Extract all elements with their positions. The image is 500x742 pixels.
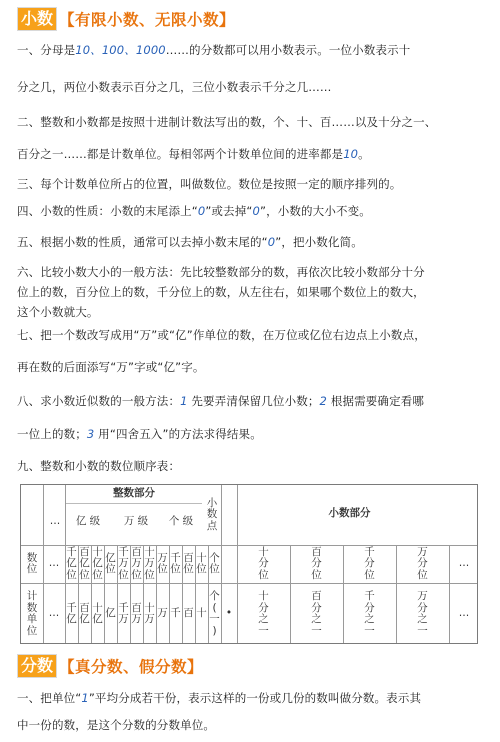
paragraph-4 bbox=[17, 203, 488, 219]
place-10 bbox=[195, 545, 208, 583]
p1-highlight: 10、100、1000 bbox=[75, 43, 166, 57]
unit-5-char: 万 bbox=[131, 613, 142, 625]
place-11 bbox=[208, 545, 221, 583]
unit-1-char: 百 bbox=[79, 601, 90, 614]
place-4-char: 千 bbox=[118, 545, 129, 558]
dec-place-1-char: 百 bbox=[311, 545, 322, 558]
dec-place-0-char: 十 bbox=[258, 545, 269, 558]
place-0 bbox=[65, 545, 78, 583]
row-label-unit bbox=[21, 583, 43, 645]
p2-highlight: 10 bbox=[343, 147, 359, 161]
table-vline bbox=[449, 545, 450, 643]
place-3-char: 位 bbox=[105, 563, 116, 575]
dec-unit-2-char: 一 bbox=[364, 624, 375, 637]
section-tag: 分数 bbox=[17, 654, 57, 678]
table-vline bbox=[156, 545, 157, 643]
unit-5 bbox=[130, 583, 143, 645]
table-vline bbox=[182, 545, 183, 643]
p10-suffix: ”平均分成若干份，表示这样的一份或几份的数叫做分数。表示其 bbox=[88, 691, 422, 705]
dec-unit-0-char: 分 bbox=[258, 601, 269, 614]
place-3 bbox=[104, 545, 117, 583]
place-11-char: 个 bbox=[209, 551, 220, 564]
dec-place-1-char: 位 bbox=[311, 568, 322, 581]
place-6-char: 十 bbox=[144, 545, 155, 558]
p8-num-2: 2 bbox=[319, 394, 328, 408]
dec-place-2-char: 位 bbox=[364, 568, 375, 581]
unit-9 bbox=[182, 583, 195, 645]
place-10-char: 位 bbox=[196, 563, 207, 575]
dec-unit-2-char: 分 bbox=[364, 601, 375, 614]
table-vline bbox=[221, 485, 222, 643]
unit-3-char: 亿 bbox=[105, 607, 116, 620]
p5-prefix: 五、根据小数的性质，通常可以去掉小数末尾的“ bbox=[17, 235, 268, 249]
dec-unit-ellipsis-char: … bbox=[458, 607, 470, 620]
p8-prefix: 八、求小数近似数的一般方法： bbox=[17, 394, 181, 408]
dec-unit-3-char: 分 bbox=[417, 601, 428, 614]
p2-line2-suffix: 。 bbox=[358, 147, 370, 161]
table-vline bbox=[396, 545, 397, 643]
dec-place-0-char: 分 bbox=[258, 557, 269, 570]
unit-1-char: 亿 bbox=[79, 613, 90, 625]
unit-5-char: 百 bbox=[131, 601, 142, 614]
decimal-point-label bbox=[203, 487, 221, 543]
dec-unit-0-char: 之 bbox=[258, 613, 269, 625]
paragraph-9: 九、整数和小数的数位顺序表： bbox=[17, 459, 181, 473]
paragraph-2-line2 bbox=[17, 146, 488, 162]
table-vline bbox=[143, 545, 144, 643]
unit-8 bbox=[169, 583, 182, 645]
unit-10 bbox=[195, 583, 208, 645]
unit-0 bbox=[65, 583, 78, 645]
dec-unit-3-char: 万 bbox=[417, 590, 428, 602]
paragraph-1 bbox=[17, 42, 488, 58]
place-10-char: 十 bbox=[196, 551, 207, 564]
table-vline bbox=[104, 545, 105, 643]
p4-suffix: ”，小数的大小不变。 bbox=[259, 204, 371, 218]
section-heading-fractions bbox=[17, 655, 203, 677]
paragraph-1-line2: 分之几，两位小数表示百分之几，三位小数表示千分之几…… bbox=[17, 80, 332, 94]
decimal-point-char: 点 bbox=[206, 519, 218, 532]
table-vline bbox=[130, 545, 131, 643]
place-ellipsis bbox=[43, 545, 65, 583]
place-5-char: 万 bbox=[131, 557, 142, 570]
unit-0-char: 千 bbox=[66, 601, 77, 614]
unit-2 bbox=[91, 583, 104, 645]
place-7-char: 位 bbox=[157, 563, 168, 575]
place-1 bbox=[78, 545, 91, 583]
table-vline bbox=[195, 545, 196, 643]
group-wan: 万 级 bbox=[123, 515, 149, 528]
dec-unit-2-char: 之 bbox=[364, 613, 375, 625]
table-vline bbox=[343, 545, 344, 643]
dec-unit-0-char: 一 bbox=[258, 624, 269, 637]
p5-suffix: ”，把小数化简。 bbox=[275, 235, 363, 249]
table-vline bbox=[169, 545, 170, 643]
paragraph-6: 六、比较小数大小的一般方法：先比较整数部分的数，再依次比较小数部分十分 bbox=[17, 265, 425, 279]
p10-one: 1 bbox=[81, 691, 89, 705]
table-vline bbox=[78, 545, 79, 643]
dec-unit-0 bbox=[237, 583, 290, 645]
unit-1 bbox=[78, 583, 91, 645]
place-1-char: 亿 bbox=[79, 557, 90, 570]
row-label-place bbox=[21, 545, 43, 583]
unit-4-char: 千 bbox=[118, 601, 129, 614]
dec-place-1-char: 分 bbox=[311, 557, 322, 570]
unit-6-char: 万 bbox=[144, 613, 155, 625]
row-unit-char: 位 bbox=[26, 624, 38, 637]
paragraph-10 bbox=[17, 690, 488, 706]
place-7-char: 万 bbox=[157, 551, 168, 564]
group-ge: 个 级 bbox=[168, 515, 194, 528]
unit-11-char: 个 bbox=[209, 590, 220, 602]
table-hline-header bbox=[65, 503, 202, 504]
p8-num-1: 1 bbox=[180, 394, 188, 408]
dec-place-0 bbox=[237, 545, 290, 583]
p4-zero-1: 0 bbox=[197, 204, 206, 218]
place-3-char: 亿 bbox=[105, 551, 116, 564]
unit-7-char: 万 bbox=[157, 607, 168, 620]
dec-place-3 bbox=[396, 545, 449, 583]
unit-11-char: ( bbox=[212, 601, 217, 614]
p8-mid: 先要弄清保留几位小数； bbox=[187, 394, 320, 408]
unit-7 bbox=[156, 583, 169, 645]
place-4 bbox=[117, 545, 130, 583]
p5-zero: 0 bbox=[267, 235, 276, 249]
dec-place-2 bbox=[343, 545, 396, 583]
decimal-part-label: 小数部分 bbox=[328, 507, 371, 520]
dec-unit-3 bbox=[396, 583, 449, 645]
dec-unit-2 bbox=[343, 583, 396, 645]
place-2-char: 亿 bbox=[92, 557, 103, 570]
unit-4-char: 万 bbox=[118, 613, 129, 625]
p2-line2-prefix: 百分之一……都是计数单位。每相邻两个计数单位间的进率都是 bbox=[17, 147, 344, 161]
dec-place-3-char: 分 bbox=[417, 557, 428, 570]
place-11-char: 位 bbox=[209, 563, 220, 575]
paragraph-3: 三、每个计数单位所占的位置，叫做数位。数位是按照一定的顺序排列的。 bbox=[17, 177, 402, 191]
p4-prefix: 四、小数的性质：小数的末尾添上“ bbox=[17, 204, 198, 218]
dec-unit-ellipsis bbox=[449, 583, 479, 645]
unit-9-char: 百 bbox=[183, 607, 194, 620]
dec-unit-1 bbox=[290, 583, 343, 645]
place-9-char: 百 bbox=[183, 551, 194, 564]
paragraph-8-line2 bbox=[17, 426, 488, 442]
place-value-table bbox=[20, 484, 478, 644]
p10-prefix: 一、把单位“ bbox=[17, 691, 82, 705]
row-place-char: 位 bbox=[26, 563, 38, 575]
place-7 bbox=[156, 545, 169, 583]
dec-unit-1-char: 之 bbox=[311, 613, 322, 625]
table-vline bbox=[43, 485, 44, 643]
dec-unit-1-char: 分 bbox=[311, 601, 322, 614]
unit-2-char: 十 bbox=[92, 601, 103, 614]
place-0-char: 亿 bbox=[66, 557, 77, 570]
place-1-char: 位 bbox=[79, 568, 90, 581]
p8-suffix: 根据需要确定看哪 bbox=[327, 394, 425, 408]
section-title: 【有限小数、无限小数】 bbox=[59, 11, 236, 29]
table-vline bbox=[117, 545, 118, 643]
table-vline bbox=[290, 545, 291, 643]
p4-zero-2: 0 bbox=[252, 204, 260, 218]
place-4-char: 位 bbox=[118, 568, 129, 581]
place-8-char: 位 bbox=[170, 563, 181, 575]
paragraph-6-line2: 位上的数，百分位上的数，千分位上的数，从左往右，如果哪个数位上的数大， bbox=[17, 285, 425, 299]
place-8 bbox=[169, 545, 182, 583]
row-unit-char: 单 bbox=[26, 613, 38, 625]
dec-place-2-char: 千 bbox=[364, 545, 375, 558]
paragraph-8 bbox=[17, 393, 488, 409]
unit-6-char: 十 bbox=[144, 601, 155, 614]
paragraph-7: 七、把一个数改写成用“万”或“亿”作单位的数，在万位或亿位右边点上小数点， bbox=[17, 328, 426, 342]
table-vline bbox=[91, 545, 92, 643]
paragraph-10-line2: 中一份的数，是这个分数的分数单位。 bbox=[17, 718, 216, 732]
paragraph-6-line3: 这个小数就大。 bbox=[17, 305, 99, 319]
table-vline bbox=[208, 545, 209, 643]
dec-unit-2-char: 千 bbox=[364, 590, 375, 602]
unit-0-char: 亿 bbox=[66, 613, 77, 625]
place-9-char: 位 bbox=[183, 563, 194, 575]
place-0-char: 千 bbox=[66, 545, 77, 558]
place-2-char: 十 bbox=[92, 545, 103, 558]
paragraph-2: 二、整数和小数都是按照十进制计数法写出的数，个、十、百……以及十分之一、 bbox=[17, 115, 437, 129]
unit-11-char: ) bbox=[212, 624, 217, 637]
p1-prefix: 一、分母是 bbox=[17, 43, 76, 57]
integer-part-label: 整数部分 bbox=[113, 487, 155, 500]
p8-line2-prefix: 一位上的数； bbox=[17, 427, 87, 441]
unit-ellipsis bbox=[43, 583, 65, 645]
dec-unit-0-char: 十 bbox=[258, 590, 269, 602]
table-vline bbox=[65, 485, 66, 643]
place-0-char: 位 bbox=[66, 568, 77, 581]
header-ellipsis: … bbox=[49, 515, 61, 528]
place-5 bbox=[130, 545, 143, 583]
row-place-char: 数 bbox=[26, 551, 38, 564]
place-4-char: 万 bbox=[118, 557, 129, 570]
place-6-char: 位 bbox=[144, 568, 155, 581]
unit-2-char: 亿 bbox=[92, 613, 103, 625]
decimal-dot: • bbox=[225, 607, 233, 620]
dec-place-1 bbox=[290, 545, 343, 583]
dec-place-0-char: 位 bbox=[258, 568, 269, 581]
unit-ellipsis-char: … bbox=[48, 607, 60, 620]
place-5-char: 百 bbox=[131, 545, 142, 558]
dec-unit-1-char: 一 bbox=[311, 624, 322, 637]
place-8-char: 千 bbox=[170, 551, 181, 564]
decimal-point-char: 数 bbox=[206, 508, 218, 521]
unit-10-char: 十 bbox=[196, 607, 207, 620]
section-tag: 小数 bbox=[17, 7, 57, 31]
unit-11-char: 一 bbox=[209, 613, 220, 625]
unit-6 bbox=[143, 583, 156, 645]
dec-place-3-char: 位 bbox=[417, 568, 428, 581]
place-6-char: 万 bbox=[144, 557, 155, 570]
section-title: 【真分数、假分数】 bbox=[59, 658, 204, 676]
place-9 bbox=[182, 545, 195, 583]
place-1-char: 百 bbox=[79, 545, 90, 558]
group-yi: 亿 级 bbox=[75, 515, 101, 528]
p8-line2-suffix: 用“四舍五入”的方法求得结果。 bbox=[94, 427, 262, 441]
p4-mid: ”或去掉“ bbox=[205, 204, 253, 218]
dec-unit-3-char: 一 bbox=[417, 624, 428, 637]
row-unit-char: 计 bbox=[26, 590, 38, 602]
dec-place-3-char: 万 bbox=[417, 545, 428, 558]
section-heading-decimals bbox=[17, 8, 235, 30]
unit-4 bbox=[117, 583, 130, 645]
dec-place-2-char: 分 bbox=[364, 557, 375, 570]
p8-num-3: 3 bbox=[86, 427, 95, 441]
row-unit-char: 数 bbox=[26, 601, 38, 614]
decimal-point-char: 小 bbox=[206, 496, 218, 509]
dec-place-ellipsis bbox=[449, 545, 479, 583]
unit-8-char: 千 bbox=[170, 607, 181, 620]
place-ellipsis-char: … bbox=[48, 557, 60, 570]
place-2-char: 位 bbox=[92, 568, 103, 581]
dec-unit-1-char: 百 bbox=[311, 590, 322, 602]
paragraph-5 bbox=[17, 234, 488, 250]
dec-unit-3-char: 之 bbox=[417, 613, 428, 625]
place-2 bbox=[91, 545, 104, 583]
p1-line1-rest: ……的分数都可以用小数表示。一位小数表示十 bbox=[165, 43, 411, 57]
unit-3 bbox=[104, 583, 117, 645]
paragraph-7-line2: 再在数的后面添写“万”字或“亿”字。 bbox=[17, 360, 205, 374]
place-5-char: 位 bbox=[131, 568, 142, 581]
dec-place-ellipsis-char: … bbox=[458, 557, 470, 570]
table-vline bbox=[237, 485, 238, 643]
unit-11 bbox=[208, 583, 221, 645]
place-6 bbox=[143, 545, 156, 583]
